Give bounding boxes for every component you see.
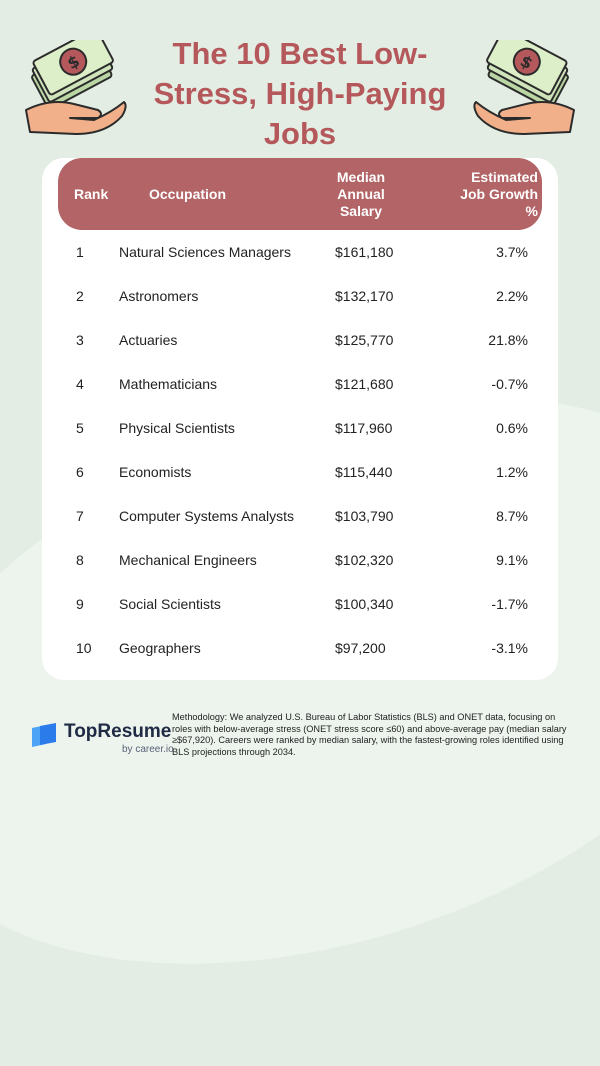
growth-cell: 1.2% [496,464,528,480]
table-row [42,626,558,670]
growth-cell: 2.2% [496,288,528,304]
rank-cell: 2 [76,288,84,304]
salary-cell: $132,170 [335,288,394,304]
money-in-hand-icon [470,40,580,140]
svg-text:$: $ [517,51,536,74]
rank-cell: 3 [76,332,84,348]
occupation-cell: Actuaries [119,332,178,348]
occupation-cell: Natural Sciences Managers [119,244,291,260]
growth-cell: 8.7% [496,508,528,524]
occupation-cell: Social Scientists [119,596,221,612]
brand-name: TopResume [64,721,172,742]
occupation-cell: Astronomers [119,288,199,304]
money-in-hand-icon [20,40,130,140]
page-title: The 10 Best Low-Stress, High-Paying Jobs [153,36,447,151]
salary-cell: $100,340 [335,596,394,612]
table-row [42,406,558,450]
column-header-salary: Median Annual Salary [336,169,386,219]
occupation-cell: Economists [119,464,192,480]
occupation-cell: Mathematicians [119,376,218,392]
rank-cell: 9 [76,596,84,612]
occupation-cell: Physical Scientists [119,420,235,436]
occupation-cell: Mechanical Engineers [119,552,257,568]
salary-cell: $102,320 [335,552,394,568]
rank-cell: 6 [76,464,84,480]
occupation-cell: Computer Systems Analysts [119,508,295,524]
column-header-occupation: Occupation [149,186,227,202]
rank-cell: 8 [76,552,84,568]
salary-cell: $117,960 [335,420,393,436]
rank-cell: 10 [76,640,92,656]
occupation-cell: Geographers [119,640,201,656]
table-row [42,318,558,362]
table-row [42,538,558,582]
table-row [42,230,558,274]
table-row [42,582,558,626]
growth-cell: 21.8% [488,332,528,348]
methodology-note: Methodology: We analyzed U.S. Bureau of Labor Statistics (BLS) and ONET data, focusing on roles with below-average stress (ONET stress score ≤60) and above-average pay (median salary ≥$67,920). Careers were ranked by median salary, with the fastest-growing roles identified using BLS projections through 2034. [172,712,567,757]
brand-subtitle: by career.io [122,744,174,755]
salary-cell: $103,790 [335,508,394,524]
salary-cell: $97,200 [335,640,386,656]
rank-cell: 4 [76,376,84,392]
column-header-growth: Estimated Job Growth % [460,169,538,219]
rank-cell: 1 [76,244,84,260]
salary-cell: $125,770 [335,332,394,348]
svg-text:$: $ [64,51,83,74]
salary-cell: $161,180 [335,244,394,260]
topresume-logo-icon [30,722,58,748]
table-body [42,230,558,670]
table-row [42,450,558,494]
column-header-rank: Rank [74,186,109,202]
table-header [58,158,542,230]
growth-cell: -3.1% [491,640,528,656]
salary-cell: $115,440 [335,464,393,480]
table-row [42,494,558,538]
table-row [42,362,558,406]
rank-cell: 7 [76,508,84,524]
growth-cell: 9.1% [496,552,528,568]
growth-cell: 0.6% [496,420,528,436]
rank-cell: 5 [76,420,84,436]
growth-cell: -1.7% [491,596,528,612]
growth-cell: -0.7% [491,376,528,392]
table-row [42,274,558,318]
growth-cell: 3.7% [496,244,528,260]
salary-cell: $121,680 [335,376,394,392]
